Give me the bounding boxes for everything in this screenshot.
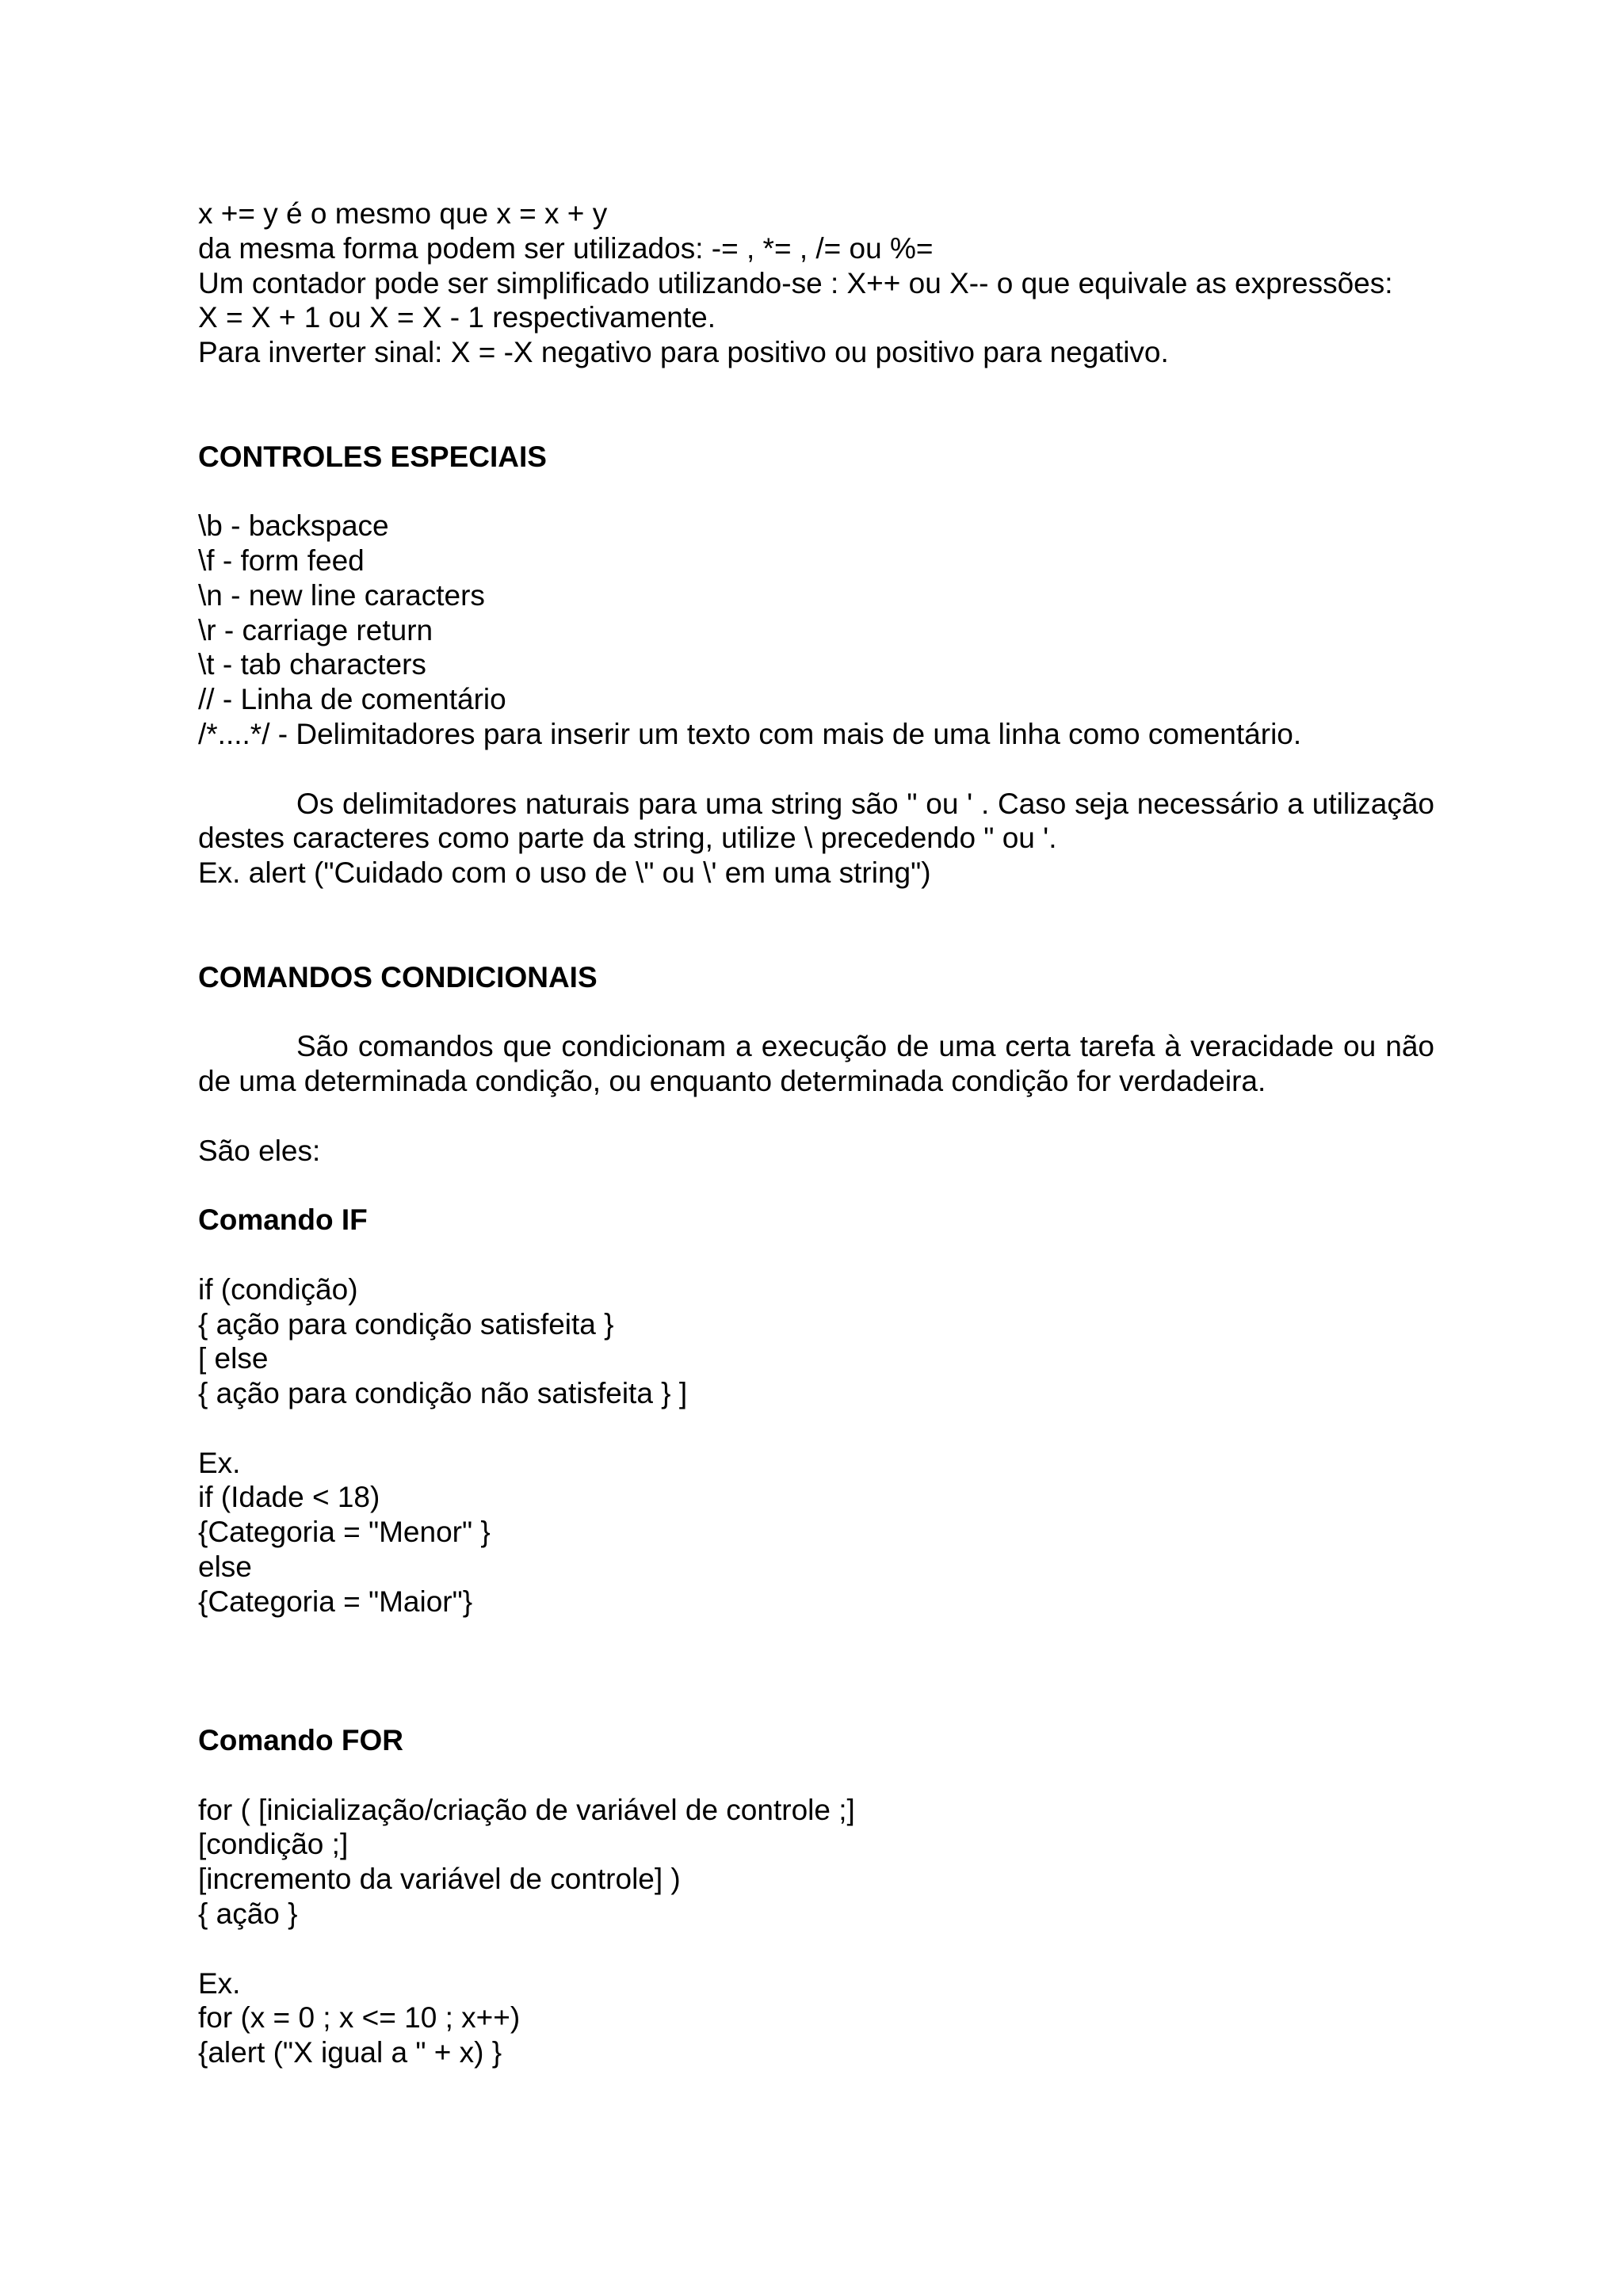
controles-section xyxy=(198,440,1434,891)
syntax-line: { ação para condição não satisfeita } ] xyxy=(198,1377,688,1410)
section-heading: CONTROLES ESPECIAIS xyxy=(198,440,547,473)
intro-line: da mesma forma podem ser utilizados: -= , *= , /= ou %= xyxy=(198,231,934,265)
example-line: Ex. alert ("Cuidado com o uso de \" ou \' em uma string") xyxy=(198,856,931,890)
spacer xyxy=(198,1238,1434,1272)
spacer xyxy=(198,370,1434,440)
intro-line: Um contador pode ser simplificado utilizando-se : X++ ou X-- o que equivale as expressões: xyxy=(198,266,1393,299)
syntax-line: [ else xyxy=(198,1342,269,1375)
example-line: else xyxy=(198,1550,252,1584)
comando-for-section xyxy=(198,1723,1434,2070)
intro-line: X = X + 1 ou X = X - 1 respectivamente. xyxy=(198,301,716,334)
condicionais-section xyxy=(198,960,1434,1203)
spacer xyxy=(198,1758,1434,1793)
intro-line: Para inverter sinal: X = -X negativo para positivo ou positivo para negativo. xyxy=(198,336,1169,369)
intro-section xyxy=(198,196,1434,370)
intro-line: x += y é o mesmo que x = x + y xyxy=(198,197,608,230)
syntax-line: [condição ;] xyxy=(198,1828,349,1861)
example-line: {Categoria = "Menor" } xyxy=(198,1516,491,1549)
spacer xyxy=(198,1932,1434,1966)
spacer xyxy=(198,752,1434,787)
example-line: Ex. xyxy=(198,1966,241,2000)
subsection-heading: Comando FOR xyxy=(198,1724,403,1757)
control-item: \r - carriage return xyxy=(198,613,433,646)
syntax-line: { ação para condição satisfeita } xyxy=(198,1307,614,1341)
spacer xyxy=(198,474,1434,509)
control-item: \f - form feed xyxy=(198,543,365,577)
spacer xyxy=(198,994,1434,1029)
control-item: // - Linha de comentário xyxy=(198,683,506,716)
example-line: {Categoria = "Maior"} xyxy=(198,1585,473,1618)
body-paragraph: São comandos que condicionam a execução de uma certa tarefa à veracidade ou não de uma determinada condição, ou enquanto determinada condição for verdadeira. xyxy=(198,1030,1434,1097)
document-page xyxy=(198,196,1434,2070)
spacer xyxy=(198,1411,1434,1446)
syntax-line: if (condição) xyxy=(198,1272,358,1306)
control-item: \t - tab characters xyxy=(198,648,426,681)
spacer xyxy=(198,891,1434,960)
example-line: for (x = 0 ; x <= 10 ; x++) xyxy=(198,2001,521,2035)
example-line: Ex. xyxy=(198,1446,241,1479)
syntax-line: [incremento da variável de controle] ) xyxy=(198,1863,681,1896)
spacer xyxy=(198,1619,1434,1723)
spacer xyxy=(198,1168,1434,1203)
example-line: if (Idade < 18) xyxy=(198,1481,380,1514)
control-item: /*....*/ - Delimitadores para inserir um texto com mais de uma linha como comentário. xyxy=(198,717,1302,750)
body-paragraph: Os delimitadores naturais para uma string são " ou ' . Caso seja necessário a utilização destes caracteres como parte da string, utilize \ precedendo " ou '. xyxy=(198,787,1434,855)
syntax-line: { ação } xyxy=(198,1897,298,1931)
subsection-heading: Comando IF xyxy=(198,1203,368,1237)
spacer xyxy=(198,1099,1434,1134)
comando-if-section xyxy=(198,1203,1434,1619)
section-heading: COMANDOS CONDICIONAIS xyxy=(198,960,598,994)
example-line: {alert ("X igual a " + x) } xyxy=(198,2036,502,2069)
syntax-line: for ( [inicialização/criação de variável de controle ;] xyxy=(198,1793,855,1826)
control-item: \b - backspace xyxy=(198,509,389,543)
body-line: São eles: xyxy=(198,1134,321,1167)
control-item: \n - new line caracters xyxy=(198,578,485,612)
